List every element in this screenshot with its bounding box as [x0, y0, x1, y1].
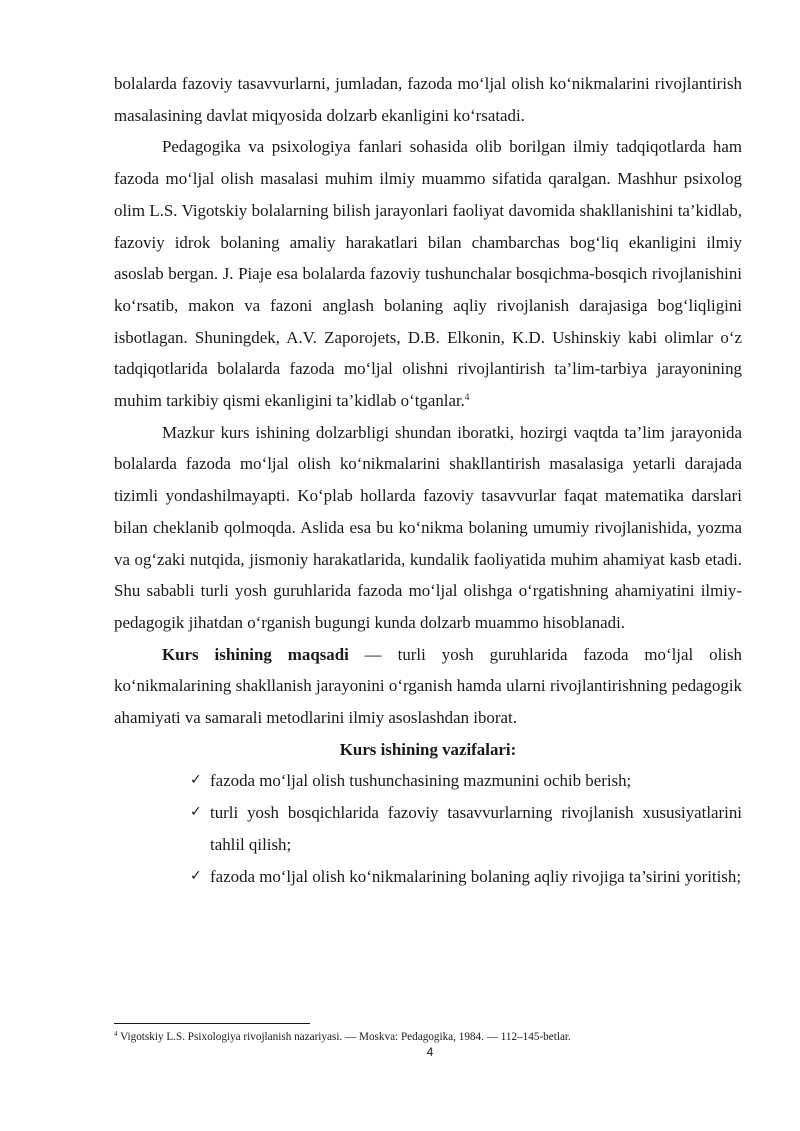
task-text: fazoda mo‘ljal olish tushunchasining mazmunini ochib berish;: [210, 771, 632, 791]
list-item: [190, 765, 742, 797]
checkmark-icon: ✓: [190, 867, 202, 884]
footnote-text: Vigotskiy L.S. Psixologiya rivojlanish nazariyasi. — Moskva: Pedagogika, 1984. — 112–145-betlar.: [117, 1031, 571, 1043]
list-item: [190, 861, 742, 893]
footnote: [114, 1030, 754, 1044]
body-text: [114, 68, 742, 892]
checkmark-icon: ✓: [190, 772, 202, 789]
tasks-heading: Kurs ishining vazifalari:: [339, 739, 517, 759]
paragraph-1: bolalarda fazoviy tasavvurlarni, jumladan, fazoda mo‘ljal olish ko‘nikmalarini rivojlantirish masalasining davlat miqyosida dolzarb ekanligini ko‘rsatadi.: [114, 74, 742, 125]
footnote-divider: [114, 1023, 310, 1024]
page-number: 4: [426, 1045, 434, 1059]
paragraph-2: [114, 131, 742, 416]
list-item: [190, 797, 742, 860]
paragraph-3: Mazkur kurs ishining dolzarbligi shundan iboratki, hozirgi vaqtda ta’lim jarayonida bolalarda fazoda mo‘ljal olish ko‘nikmalarini shakllantirish masalasiga yetarli darajada tizimli yondashilmayapti. Ko‘plab hollarda fazoviy tasavvurlar faqat matematika darslari bilan cheklanib qolmoqda. Aslida esa bu ko‘nikma bolaning umumiy rivojlanishida, yozma va og‘zaki nutqida, jismoniy harakatlarida, kundalik faoliyatida muhim ahamiyat kasb etadi. Shu sababli turli yosh guruhlarida fazoda mo‘ljal olishga o‘rgatishning ahamiyatini ilmiy-pedagogik jihatdan o‘rganish bugungi kunda dolzarb muammo hisoblanadi.: [114, 422, 742, 632]
checkmark-icon: ✓: [190, 804, 202, 821]
paragraph-2-text: Pedagogika va psixologiya fanlari sohasida olib borilgan ilmiy tadqiqotlarda ham fazoda mo‘ljal olish masalasi muhim ilmiy muammo sifatida qaralgan. Mashhur psixolog olim L.S. Vigotskiy bolalarning bilish jarayonlari faoliyat davomida shakllanishini ta’kidlab, fazoviy idrok bolaning amaliy harakatlari bilan chambarchas bog‘liq ekanligini ilmiy asoslab bergan. J. Piaje esa bolalarda fazoviy tushunchalar bosqichma-bosqich rivojlanishini ko‘rsatib, makon va fazoni anglash bolaning aqliy rivojlanish darajasiga bog‘liqligini isbotlagan. Shuningdek, A.V. Zaporojets, D.B. Elkonin, K.D. Ushinskiy kabi olimlar o‘z tadqiqotlarida bolalarda fazoda mo‘ljal olishni rivojlantirish ta’lim-tarbiya jarayonining muhim tarkibiy qismi ekanligini ta’kidlab o‘tganlar.: [114, 137, 742, 411]
goal-label: Kurs ishining maqsadi: [162, 644, 349, 664]
tasks-list: [114, 765, 742, 892]
goal-text: — turli yosh guruhlarida fazoda mo‘ljal olish ko‘nikmalarining shakllanish jarayonini o‘rganish hamda ularni rivojlantirishning pedagogik ahamiyati va samarali metodlarini ilmiy asoslashdan iborat.: [114, 644, 742, 728]
footnote-reference[interactable]: 4: [464, 392, 470, 403]
task-text: fazoda mo‘ljal olish ko‘nikmalarining bolaning aqliy rivojiga ta’sirini yoritish;: [210, 866, 742, 886]
footnote-number: 4: [114, 1030, 118, 1038]
paragraph-4: [114, 639, 742, 734]
task-text: turli yosh bosqichlarida fazoviy tasavvurlarning rivojlanish xususiyatlarini tahlil qilish;: [210, 803, 742, 854]
